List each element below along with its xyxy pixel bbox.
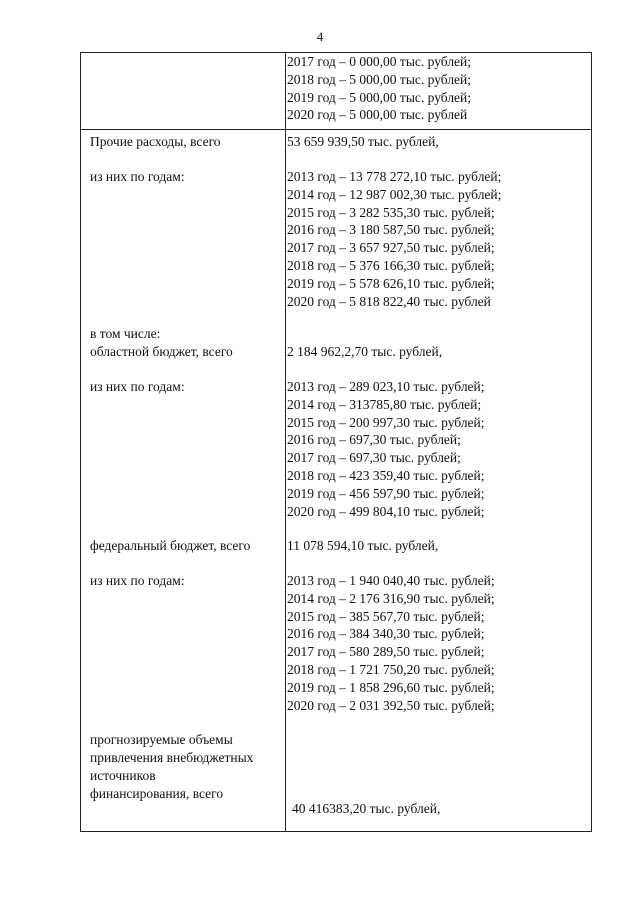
continued-years-list bbox=[287, 53, 471, 124]
list-item: 2020 год – 5 818 822,40 тыс. рублей bbox=[287, 293, 491, 309]
other-expenses-years-list bbox=[287, 168, 501, 310]
list-item: 2020 год – 2 031 392,50 тыс. рублей; bbox=[287, 697, 495, 713]
regional-by-years-label: из них по годам: bbox=[90, 379, 185, 394]
list-item: 2015 год – 200 997,30 тыс. рублей; bbox=[287, 414, 485, 430]
list-item: 2018 год – 423 359,40 тыс. рублей; bbox=[287, 467, 485, 483]
list-item: 2020 год – 5 000,00 тыс. рублей bbox=[287, 107, 468, 123]
other-expenses-label: Прочие расходы, всего bbox=[90, 134, 221, 149]
list-item: 2019 год – 456 597,90 тыс. рублей; bbox=[287, 485, 485, 501]
other-expenses-by-years-label: из них по годам: bbox=[90, 169, 185, 184]
page-number: 4 bbox=[316, 29, 324, 44]
list-item: 2018 год – 5 376 166,30 тыс. рублей; bbox=[287, 257, 495, 273]
list-item: 2019 год – 5 578 626,10 тыс. рублей; bbox=[287, 275, 495, 291]
list-item: 2013 год – 13 778 272,10 тыс. рублей; bbox=[287, 169, 502, 184]
list-item: 2017 год – 580 289,50 тыс. рублей; bbox=[287, 644, 485, 660]
list-item: 2016 год – 3 180 587,50 тыс. рублей; bbox=[287, 222, 495, 238]
extra-budget-label bbox=[90, 731, 253, 803]
list-item: 2014 год – 12 987 002,30 тыс. рублей; bbox=[287, 186, 502, 202]
extra-budget-total: 40 416383,20 тыс. рублей, bbox=[292, 801, 441, 816]
regional-budget-label: областной бюджет, всего bbox=[90, 344, 233, 359]
list-item: 2016 год – 697,30 тыс. рублей; bbox=[287, 432, 461, 448]
list-item: 2017 год – 697,30 тыс. рублей; bbox=[287, 450, 461, 466]
list-item: 2019 год – 1 858 296,60 тыс. рублей; bbox=[287, 679, 495, 695]
list-item: 2018 год – 5 000,00 тыс. рублей; bbox=[287, 71, 472, 87]
table-left-border bbox=[80, 52, 81, 832]
list-item: 2014 год – 2 176 316,90 тыс. рублей; bbox=[287, 590, 495, 606]
list-item: 2016 год – 384 340,30 тыс. рублей; bbox=[287, 626, 485, 642]
including-label: в том числе: bbox=[90, 326, 161, 341]
list-item: 2020 год – 499 804,10 тыс. рублей; bbox=[287, 503, 485, 519]
federal-years-list bbox=[287, 572, 495, 714]
table-right-border bbox=[591, 52, 592, 832]
list-item: 2015 год – 3 282 535,30 тыс. рублей; bbox=[287, 204, 495, 220]
list-item: 2018 год – 1 721 750,20 тыс. рублей; bbox=[287, 661, 495, 677]
other-expenses-total: 53 659 939,50 тыс. рублей, bbox=[287, 134, 439, 149]
label-line: источников bbox=[90, 768, 156, 783]
regional-budget-total: 2 184 962,2,70 тыс. рублей, bbox=[287, 344, 443, 359]
label-line: привлечения внебюджетных bbox=[90, 750, 254, 765]
table-row-divider bbox=[80, 129, 592, 130]
list-item: 2017 год – 3 657 927,50 тыс. рублей; bbox=[287, 240, 495, 256]
federal-budget-label: федеральный бюджет, всего bbox=[90, 538, 251, 553]
table-bottom-border bbox=[80, 831, 592, 832]
list-item: 2014 год – 313785,80 тыс. рублей; bbox=[287, 396, 482, 412]
list-item: 2015 год – 385 567,70 тыс. рублей; bbox=[287, 608, 485, 624]
federal-budget-total: 11 078 594,10 тыс. рублей, bbox=[287, 538, 439, 553]
regional-years-list bbox=[287, 378, 485, 520]
list-item: 2013 год – 289 023,10 тыс. рублей; bbox=[287, 379, 485, 394]
table-column-divider bbox=[285, 52, 286, 832]
list-item: 2019 год – 5 000,00 тыс. рублей; bbox=[287, 89, 472, 105]
list-item: 2013 год – 1 940 040,40 тыс. рублей; bbox=[287, 573, 495, 588]
label-line: финансирования, всего bbox=[90, 786, 224, 801]
list-item: 2017 год – 0 000,00 тыс. рублей; bbox=[287, 54, 472, 69]
label-line: прогнозируемые объемы bbox=[90, 732, 233, 747]
federal-by-years-label: из них по годам: bbox=[90, 573, 185, 588]
